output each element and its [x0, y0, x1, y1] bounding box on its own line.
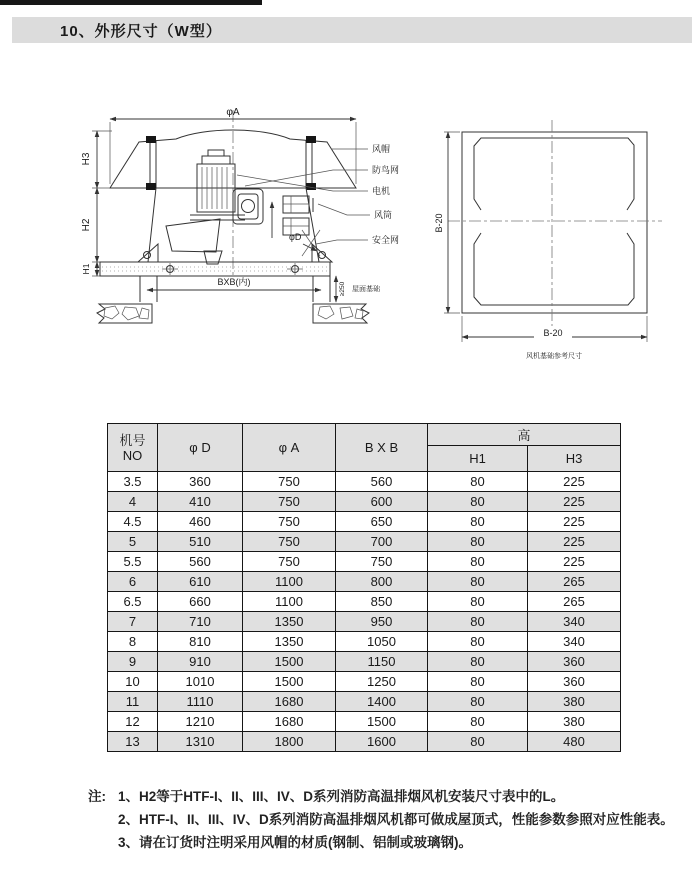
table-cell: 225 [528, 552, 621, 572]
header-h3: H3 [528, 446, 621, 472]
table-row [108, 552, 621, 572]
table-cell: 750 [243, 492, 336, 512]
table-cell: 600 [336, 492, 428, 512]
table-cell: 610 [158, 572, 243, 592]
note-number: 3、 [118, 835, 140, 850]
roof-slab-hatch [97, 304, 369, 323]
table-cell: 750 [243, 472, 336, 492]
header-bxb: B X B [336, 424, 428, 472]
table-cell: 1500 [243, 672, 336, 692]
table-cell: 80 [428, 552, 528, 572]
table-cell: 80 [428, 652, 528, 672]
foundation-bottom-bracket [474, 233, 634, 305]
table-cell: 750 [336, 552, 428, 572]
table-cell: 1210 [158, 712, 243, 732]
table-cell: 360 [528, 652, 621, 672]
table-cell: 7 [108, 612, 158, 632]
table-cell: 1600 [336, 732, 428, 752]
dim-h1-label: H1 [81, 263, 91, 275]
dim-phi-d-label: φD [289, 232, 302, 242]
impeller-cone [166, 219, 222, 264]
table-cell: 560 [336, 472, 428, 492]
table-cell: 700 [336, 532, 428, 552]
table-cell: 12 [108, 712, 158, 732]
table-cell: 225 [528, 492, 621, 512]
table-cell: 5.5 [108, 552, 158, 572]
section-title: 10、外形尺寸（W型） [60, 22, 222, 40]
section-title-bar [12, 17, 692, 43]
table-cell: 340 [528, 632, 621, 652]
table-cell: 80 [428, 692, 528, 712]
table-cell: 360 [158, 472, 243, 492]
table-cell: 560 [158, 552, 243, 572]
table-cell: 1100 [243, 592, 336, 612]
note-text: HTF-I、II、III、IV、D系列消防高温排烟风机都可做成屋顶式，性能参数参照对应性能表。 [139, 812, 674, 827]
table-cell: 750 [243, 532, 336, 552]
note-number: 2、 [118, 812, 140, 827]
table-cell: 80 [428, 472, 528, 492]
note-label: 注: [88, 789, 106, 804]
header-height: 高 [428, 424, 621, 446]
table-cell: 1110 [158, 692, 243, 712]
table-row [108, 672, 621, 692]
table-cell: 80 [428, 612, 528, 632]
table-row [108, 472, 621, 492]
table-cell: 1350 [243, 632, 336, 652]
top-accent-bar [0, 0, 262, 5]
table-cell: 225 [528, 512, 621, 532]
note-number: 1、 [118, 789, 140, 804]
table-cell: 910 [158, 652, 243, 672]
table-cell: 80 [428, 632, 528, 652]
table-cell: 6.5 [108, 592, 158, 612]
dim-phi-a-label: φA [226, 107, 240, 118]
table-cell: 1310 [158, 732, 243, 752]
table-cell: 11 [108, 692, 158, 712]
foundation-top-bracket [474, 138, 634, 210]
table-cell: 800 [336, 572, 428, 592]
table-cell: 265 [528, 592, 621, 612]
dim-b20-left-label: B-20 [434, 213, 444, 233]
table-row [108, 732, 621, 752]
motor-label: 电机 [372, 186, 391, 196]
note-line-2 [88, 808, 688, 831]
table-cell: 1500 [336, 712, 428, 732]
table-cell: 460 [158, 512, 243, 532]
table-cell: 1800 [243, 732, 336, 752]
table-cell: 80 [428, 712, 528, 732]
table-cell: 5 [108, 532, 158, 552]
table-cell: 810 [158, 632, 243, 652]
table-cell: 950 [336, 612, 428, 632]
table-cell: 1050 [336, 632, 428, 652]
table-cell: 80 [428, 732, 528, 752]
fan-elevation-view [81, 107, 399, 323]
dim-h2-label: H2 [81, 218, 92, 232]
table-cell: 1350 [243, 612, 336, 632]
table-cell: 650 [336, 512, 428, 532]
dimension-table [107, 423, 621, 752]
header-no-en: NO [122, 447, 143, 463]
table-row [108, 512, 621, 532]
foundation-plan-view [434, 120, 662, 360]
table-cell: 1400 [336, 692, 428, 712]
dim-bxb-label: BXB(内) [217, 277, 251, 287]
table-row [108, 612, 621, 632]
table-row [108, 572, 621, 592]
table-row [108, 652, 621, 672]
table-cell: 480 [528, 732, 621, 752]
table-cell: 510 [158, 532, 243, 552]
table-cell: 1680 [243, 692, 336, 712]
table-cell: 850 [336, 592, 428, 612]
table-cell: 225 [528, 472, 621, 492]
table-cell: 80 [428, 532, 528, 552]
motor-assembly [190, 150, 263, 224]
table-cell: 750 [243, 552, 336, 572]
bird-net-label: 防鸟网 [372, 165, 400, 175]
table-cell: 9 [108, 652, 158, 672]
table-cell: 410 [158, 492, 243, 512]
safety-net-label: 安全网 [372, 235, 400, 245]
table-row [108, 692, 621, 712]
table-cell: 1680 [243, 712, 336, 732]
table-cell: 750 [243, 512, 336, 532]
table-cell: 225 [528, 532, 621, 552]
table-cell: 265 [528, 572, 621, 592]
notes-block [88, 785, 688, 854]
dim-h3-label: H3 [81, 152, 92, 166]
header-no-cn: 机号 [119, 432, 146, 448]
table-cell: 6 [108, 572, 158, 592]
table-cell: 340 [528, 612, 621, 632]
table-cell: 80 [428, 572, 528, 592]
header-phi-d: φ D [158, 424, 243, 472]
table-cell: 380 [528, 692, 621, 712]
table-cell: 4 [108, 492, 158, 512]
table-row [108, 532, 621, 552]
note-text: H2等于HTF-I、II、III、IV、D系列消防高温排烟风机安装尺寸表中的L。 [139, 789, 565, 804]
outline-dimension-drawing [0, 80, 700, 420]
table-cell: 3.5 [108, 472, 158, 492]
note-line-3 [88, 831, 688, 854]
table-header [108, 424, 621, 472]
foundation-caption: 风机基础参考尺寸 [526, 353, 582, 360]
table-cell: 8 [108, 632, 158, 652]
table-cell: 360 [528, 672, 621, 692]
table-cell: 1250 [336, 672, 428, 692]
dim-ge250-label: ≥250 [339, 281, 346, 297]
table-cell: 80 [428, 512, 528, 532]
header-h1: H1 [428, 446, 528, 472]
table-cell: 4.5 [108, 512, 158, 532]
duct-label: 风筒 [374, 210, 393, 220]
header-phi-a: φ A [243, 424, 336, 472]
table-body [108, 472, 621, 752]
table-cell: 10 [108, 672, 158, 692]
table-cell: 1010 [158, 672, 243, 692]
table-cell: 13 [108, 732, 158, 752]
table-cell: 80 [428, 672, 528, 692]
foundation-outline [462, 132, 647, 313]
header-no [108, 424, 158, 472]
wind-cap-label: 风帽 [372, 144, 391, 154]
table-cell: 1100 [243, 572, 336, 592]
table-cell: 710 [158, 612, 243, 632]
table-cell: 380 [528, 712, 621, 732]
table-cell: 660 [158, 592, 243, 612]
table-row [108, 492, 621, 512]
table-row [108, 712, 621, 732]
note-line-1 [88, 785, 688, 808]
table-cell: 1150 [336, 652, 428, 672]
safety-net-mesh [302, 230, 320, 256]
table-cell: 80 [428, 492, 528, 512]
dim-b20-bottom-label: B-20 [543, 328, 563, 338]
table-row [108, 632, 621, 652]
table-row [108, 592, 621, 612]
table-cell: 80 [428, 592, 528, 612]
foundation-center-lines [448, 120, 662, 328]
table-cell: 1500 [243, 652, 336, 672]
note-text: 请在订货时注明采用风帽的材质(钢制、铝制或玻璃钢)。 [139, 835, 473, 850]
roof-base-label: 屋面基础 [352, 286, 380, 293]
